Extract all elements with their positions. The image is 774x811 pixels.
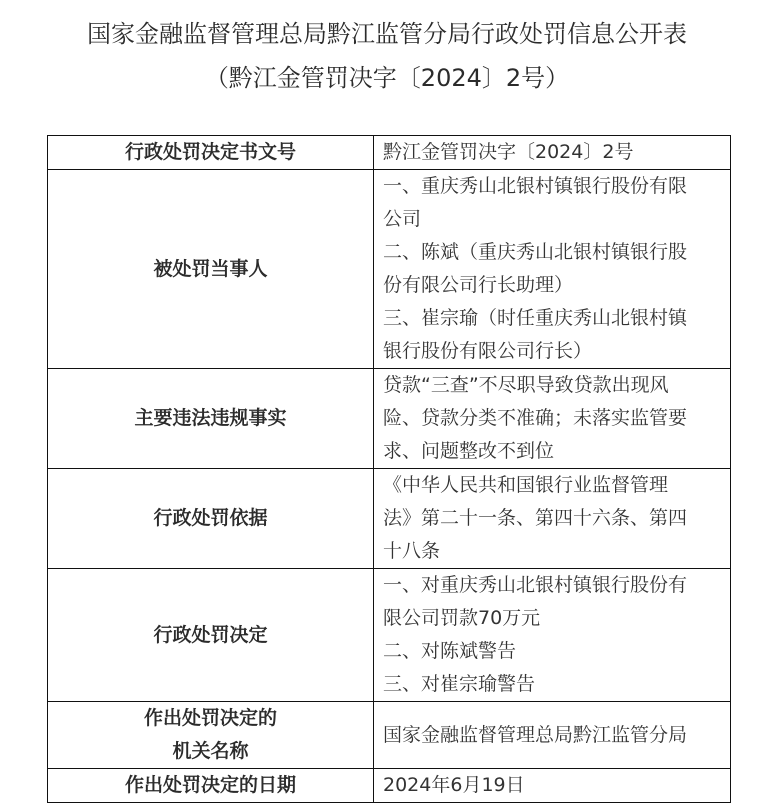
row-value (374, 702, 731, 769)
value-text: 银行股份有限公司行长） (383, 340, 593, 362)
table-row-penalized-parties (48, 170, 731, 369)
label-text: 机关名称 (172, 740, 249, 762)
value-text: 三、崔宗瑜（时任重庆秀山北银村镇 (383, 307, 688, 329)
row-label (48, 702, 374, 769)
table-row-decision-date (48, 769, 731, 803)
label-text: 行政处罚依据 (153, 507, 268, 529)
label-text: 行政处罚决定书文号 (124, 141, 296, 163)
value-text: 公司 (383, 208, 422, 230)
value-text: 一、对重庆秀山北银村镇银行股份有 (383, 574, 688, 596)
row-value (374, 136, 731, 170)
value-text: 份有限公司行长助理） (383, 274, 574, 296)
value-text: 国家金融监督管理总局黔江监管分局 (383, 723, 688, 746)
table-row-issuing-authority (48, 702, 731, 769)
value-text: 2024年6月19日 (383, 774, 525, 796)
table-row-penalty-decision (48, 569, 731, 702)
value-text: 二、对陈斌警告 (383, 640, 517, 662)
row-label (48, 469, 374, 569)
page-title-line2: （黔江金管罚决字〔2024〕2号） (204, 64, 570, 92)
value-text: 险、贷款分类不准确；未落实监管要 (383, 407, 688, 429)
value-text: 贷款“三查”不尽职导致贷款出现风 (383, 374, 669, 396)
table-row-violation-facts (48, 369, 731, 469)
value-text: 《中华人民共和国银行业监督管理 (383, 474, 669, 496)
label-text: 作出处罚决定的日期 (124, 774, 296, 796)
label-text: 行政处罚决定 (153, 623, 268, 646)
value-text: 黔江金管罚决字〔2024〕2号 (383, 141, 634, 163)
row-label (48, 369, 374, 469)
row-label (48, 569, 374, 702)
value-text: 三、对崔宗瑜警告 (383, 673, 536, 695)
row-label (48, 170, 374, 369)
value-text: 法》第二十一条、第四十六条、第四 (383, 507, 688, 529)
row-value (374, 369, 731, 469)
row-value (374, 569, 731, 702)
page-title-line1: 国家金融监督管理总局黔江监管分局行政处罚信息公开表 (87, 20, 687, 48)
value-text: 十八条 (383, 540, 441, 562)
value-text: 求、问题整改不到位 (383, 440, 555, 462)
label-text: 被处罚当事人 (153, 257, 268, 280)
label-text: 作出处罚决定的 (143, 707, 277, 729)
row-value (374, 170, 731, 369)
penalty-info-table (47, 135, 731, 803)
value-text: 二、陈斌（重庆秀山北银村镇银行股 (383, 241, 688, 263)
row-label (48, 136, 374, 170)
table-row-decision-number (48, 136, 731, 170)
row-value (374, 769, 731, 803)
value-text: 一、重庆秀山北银村镇银行股份有限 (383, 175, 688, 197)
label-text: 主要违法违规事实 (134, 407, 287, 429)
row-label (48, 769, 374, 803)
value-text: 限公司罚款70万元 (383, 607, 541, 629)
row-value (374, 469, 731, 569)
table-row-legal-basis (48, 469, 731, 569)
